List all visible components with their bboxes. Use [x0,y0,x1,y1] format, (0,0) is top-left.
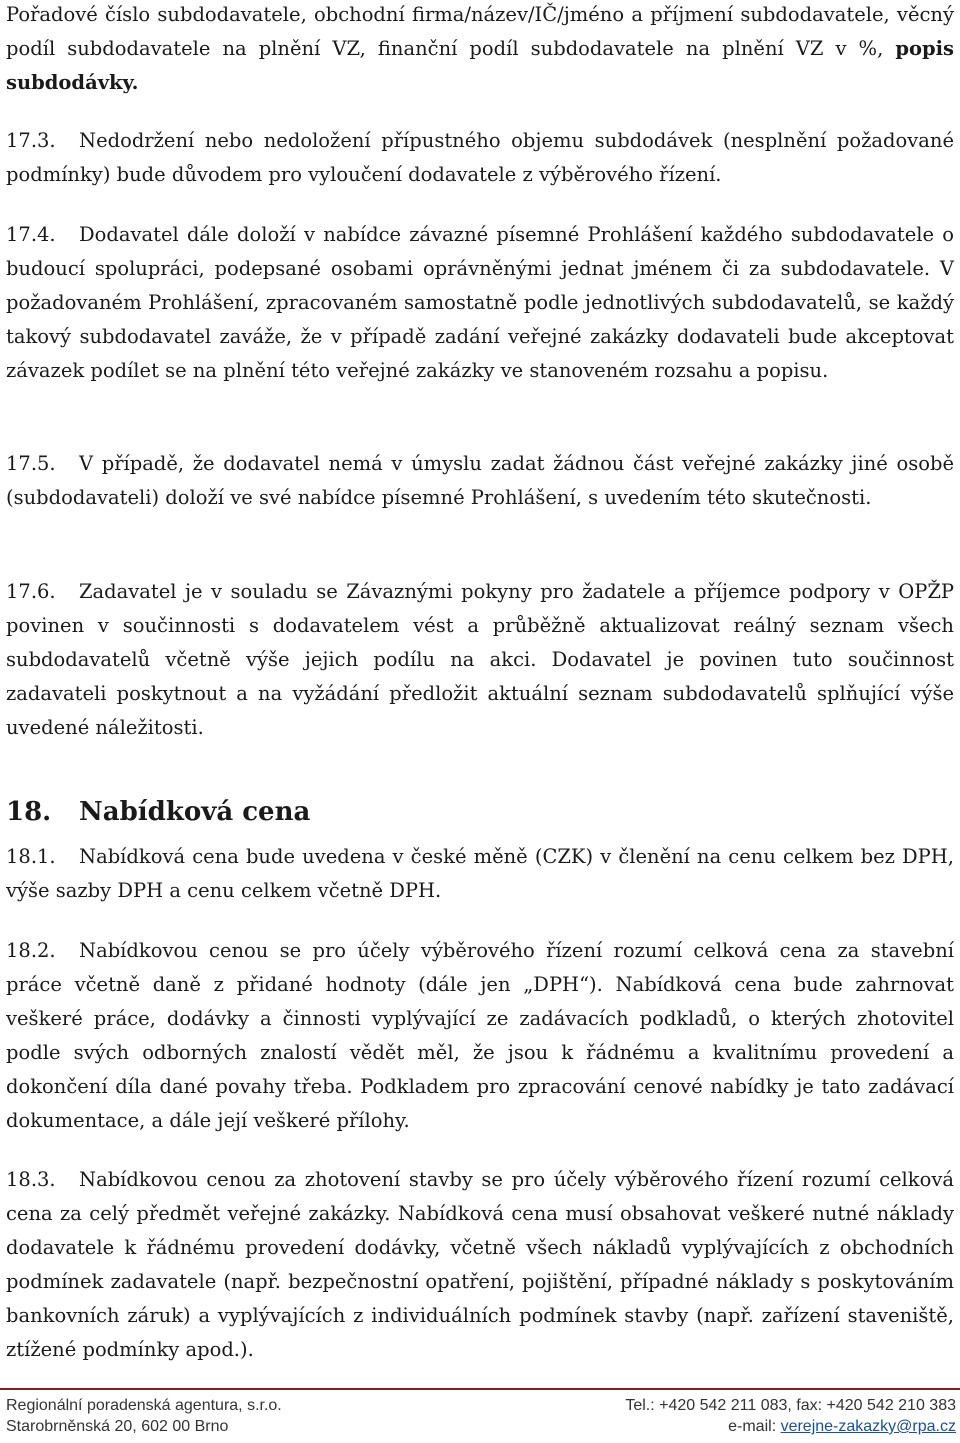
paragraph-number: 18.3. [6,1168,56,1191]
paragraph-number: 18.1. [6,845,56,868]
paragraph-17-6 [6,575,954,745]
paragraph-text: Nabídková cena bude uvedena v české měně (CZK) v členění na cenu celkem bez DPH, výše sazby DPH a cenu celkem včetně DPH. [6,845,954,902]
paragraph-18-3 [6,1163,954,1367]
footer-right [536,1395,956,1437]
footer-phone: Tel.: +420 542 211 083, fax: +420 542 210 383 [625,1397,956,1414]
footer-email-link[interactable]: verejne-zakazky@rpa.cz [780,1418,956,1435]
paragraph-text: Nabídkovou cenou za zhotovení stavby se pro účely výběrového řízení rozumí celková cena za celý předmět veřejné zakázky. Nabídková cena musí obsahovat veškeré nutné náklady dodavatele k řádnému provedení dodávky, včetně všech nákladů vyplývajících z obchodních podmínek zadavatele (např. bezpečnostní opatření, pojištění, případné náklady s poskytováním bankovních záruk) a vyplývajících z individuálních podmínek stavby (např. zařízení staveniště, ztížené podmínky apod.). [6,1168,954,1361]
footer-left [6,1395,426,1437]
paragraph-text: Pořadové číslo subdodavatele, obchodní firma/název/IČ/jméno a příjmení subdodavatele, věcný podíl subdodavatele na plnění VZ, finanční podíl subdodavatele na plnění VZ v %, [6,3,954,60]
section-number: 18. [6,797,52,827]
footer-email-label: e-mail: [728,1418,781,1435]
paragraph-17-5 [6,447,954,515]
paragraph-text: Nedodržení nebo nedoložení přípustného objemu subdodávek (nesplnění požadované podmínky) bude důvodem pro vyloučení dodavatele z výběrového řízení. [6,129,954,186]
paragraph-17-4 [6,218,954,388]
paragraph-text: Zadavatel je v souladu se Závaznými pokyny pro žadatele a příjemce podpory v OPŽP povinen v součinnosti s dodavatelem vést a průběžně aktualizovat reálný seznam všech subdodavatelů včetně výše jejich podílu na akci. Dodavatel je povinen tuto součinnost zadavateli poskytnout a na vyžádání předložit aktuální seznam subdodavatelů splňující výše uvedené náležitosti. [6,580,954,739]
footer-email-line [536,1416,956,1437]
paragraph-number: 18.2. [6,939,56,962]
paragraph-number: 17.4. [6,223,56,246]
footer-divider [0,1388,960,1390]
paragraph-number: 17.5. [6,452,56,475]
footer-company: Regionální poradenská agentura, s.r.o. [6,1397,282,1414]
section-heading-18 [6,792,954,832]
paragraph-number: 17.6. [6,580,56,603]
paragraph-17-3 [6,124,954,192]
paragraph-number: 17.3. [6,129,56,152]
paragraph-18-1 [6,840,954,908]
paragraph-text: Nabídkovou cenou se pro účely výběrového řízení rozumí celková cena za stavební práce včetně daně z přidané hodnoty (dále jen „DPH“). Nabídková cena bude zahrnovat veškeré práce, dodávky a činnosti vyplývající ze zadávacích podkladů, o kterých zhotovitel podle svých odborných znalostí vědět měl, že jsou k řádnému a kvalitnímu provedení a dokončení díla dané povahy třeba. Podkladem pro zpracování cenové nabídky je tato zadávací dokumentace, a dále její veškeré přílohy. [6,939,954,1132]
paragraph-18-2 [6,934,954,1138]
paragraph-text: Dodavatel dále doloží v nabídce závazné písemné Prohlášení každého subdodavatele o budoucí spolupráci, podepsané osobami oprávněnými jednat jménem či za subdodavatele. V požadovaném Prohlášení, zpracovaném samostatně podle jednotlivých subdodavatelů, se každý takový subdodavatel zaváže, že v případě zadání veřejné zakázky dodavateli bude akceptovat závazek podílet se na plnění této veřejné zakázky ve stanoveném rozsahu a popisu. [6,223,954,382]
paragraph-text: V případě, že dodavatel nemá v úmyslu zadat žádnou část veřejné zakázky jiné osobě (subdodavateli) doloží ve své nabídce písemné Prohlášení, s uvedením této skutečnosti. [6,452,954,509]
paragraph-bold-text: popis subdodávky. [6,37,954,94]
footer-address: Starobrněnská 20, 602 00 Brno [6,1418,229,1435]
paragraph-subcontractor-list-items [6,0,954,100]
section-title: Nabídková cena [79,797,311,827]
